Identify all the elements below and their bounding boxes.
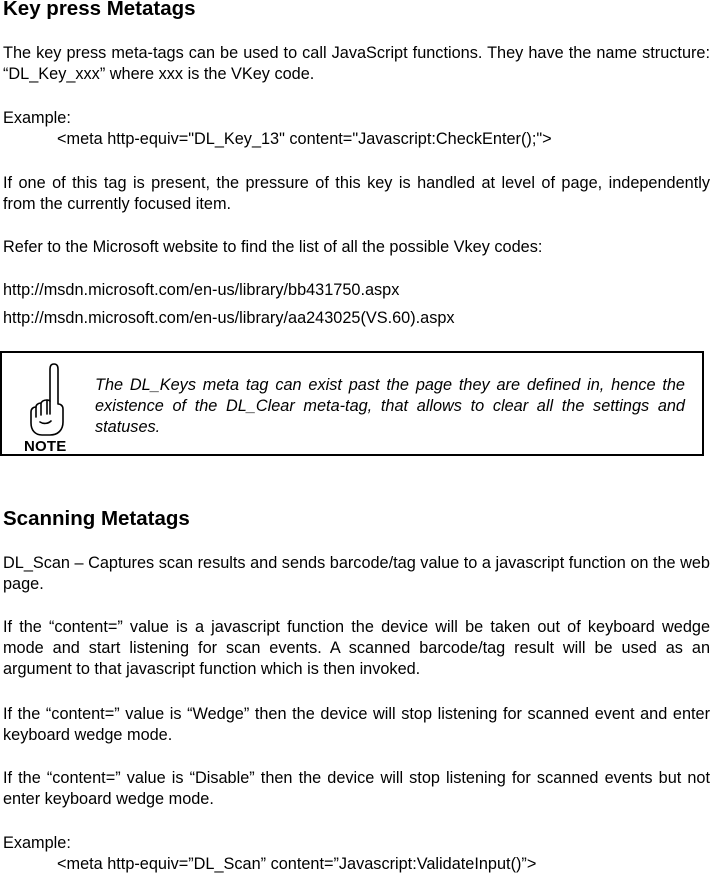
- msdn-link-1[interactable]: http://msdn.microsoft.com/en-us/library/bb431750.aspx: [3, 281, 400, 299]
- key-handling-paragraph: If one of this tag is present, the pressure of this key is handled at level of page, independently from the currently focused item.: [3, 174, 710, 213]
- section-heading-key-press: Key press Metatags: [3, 0, 196, 20]
- key-press-intro-paragraph: The key press meta-tags can be used to call JavaScript functions. They have the name structure: “DL_Key_xxx” where xxx is the VKey code.: [3, 44, 710, 83]
- note-box: [0, 351, 704, 456]
- note-text: The DL_Keys meta tag can exist past the page they are defined in, hence the existence of the DL_Clear meta-tag, that allows to clear all the settings and statuses.: [95, 376, 685, 436]
- note-label: NOTE: [24, 438, 67, 455]
- wedge-content-paragraph: If the “content=” value is “Wedge” then the device will stop listening for scanned event and enter keyboard wedge mode.: [3, 705, 710, 744]
- javascript-content-paragraph: If the “content=” value is a javascript function the device will be taken out of keyboard wedge mode and start listening for scan events. A scanned barcode/tag result will be used as an argument to that javascript function which is then invoked.: [3, 618, 710, 678]
- msdn-link-2[interactable]: http://msdn.microsoft.com/en-us/library/aa243025(VS.60).aspx: [3, 309, 455, 327]
- disable-content-paragraph: If the “content=” value is “Disable” then the device will stop listening for scanned events but not enter keyboard wedge mode.: [3, 769, 710, 808]
- example-label-scan: Example:: [3, 834, 71, 852]
- example-code-scan: <meta http-equiv=”DL_Scan” content=”Javascript:ValidateInput()”>: [57, 855, 537, 873]
- section-heading-scanning: Scanning Metatags: [3, 507, 190, 530]
- example-label: Example:: [3, 109, 71, 127]
- dl-scan-paragraph: DL_Scan – Captures scan results and sends barcode/tag value to a javascript function on the web page.: [3, 554, 710, 593]
- example-code-key: <meta http-equiv="DL_Key_13" content="Javascript:CheckEnter();">: [57, 130, 552, 148]
- vkey-reference-paragraph: Refer to the Microsoft website to find the list of all the possible Vkey codes:: [3, 238, 543, 256]
